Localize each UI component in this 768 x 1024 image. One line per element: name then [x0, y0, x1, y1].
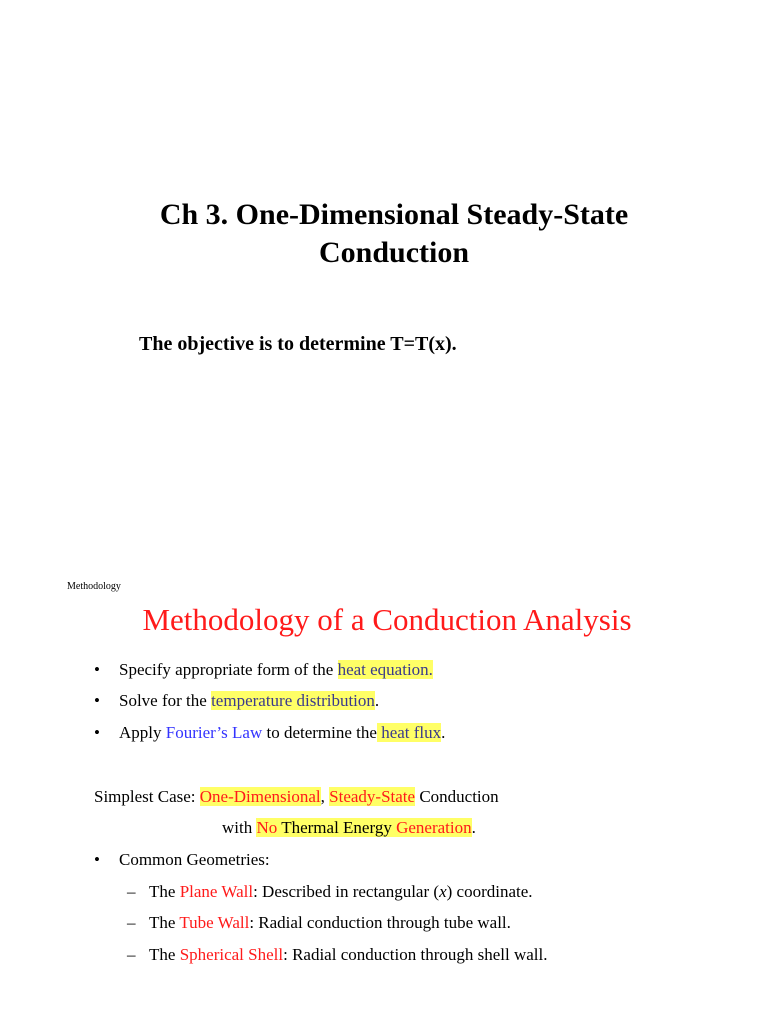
slide-title-line2: Conduction	[318, 236, 470, 269]
variable-x: x	[439, 882, 447, 901]
geometry-spherical-shell	[149, 944, 548, 966]
highlight-steady-state: Steady-State	[329, 787, 416, 806]
dash-marker: –	[127, 945, 136, 964]
highlight-heat-equation: heat equation.	[337, 660, 433, 679]
bullet-text: Solve for the	[119, 691, 212, 710]
term-spherical-shell: Spherical Shell	[179, 945, 284, 964]
geometry-plane-wall	[149, 881, 533, 903]
bullet-marker: •	[94, 660, 100, 679]
geometry-desc: : Radial conduction through tube wall.	[249, 913, 511, 932]
bullet-text: Apply	[119, 723, 166, 742]
geometry-prefix: The	[149, 913, 180, 932]
bullet-text: Specify appropriate form of the	[119, 660, 338, 679]
slide-label: Methodology	[67, 581, 121, 592]
term-plane-wall: Plane Wall	[179, 882, 254, 901]
bullet-text: to determine the	[262, 723, 377, 742]
bullet-heat-equation	[119, 659, 433, 681]
separator: ,	[320, 787, 330, 806]
simplest-case-line	[94, 786, 499, 808]
geometry-desc: : Described in rectangular (	[253, 882, 440, 901]
with-prefix: with	[222, 818, 257, 837]
bullet-marker: •	[94, 850, 100, 869]
geometry-prefix: The	[149, 945, 180, 964]
geometry-tube-wall	[149, 912, 511, 934]
simplest-case-rest: Conduction	[415, 787, 499, 806]
highlight-heat-flux: heat flux	[376, 723, 442, 742]
highlight-no: No	[256, 818, 278, 837]
term-tube-wall: Tube Wall	[179, 913, 250, 932]
term-fouriers-law: Fourier’s Law	[165, 723, 263, 742]
with-line	[222, 817, 476, 839]
geometry-desc: ) coordinate.	[446, 882, 533, 901]
objective-text: The objective is to determine T=T(x).	[139, 333, 457, 355]
highlight-temperature-distribution: temperature distribution	[211, 691, 375, 710]
slide-title-line1: Ch 3. One-Dimensional Steady-State	[159, 198, 629, 231]
bullet-temperature-distribution	[119, 690, 379, 712]
geometry-desc: : Radial conduction through shell wall.	[283, 945, 548, 964]
bullet-fouriers-law	[119, 722, 445, 744]
dash-marker: –	[127, 882, 136, 901]
bullet-text: .	[441, 723, 446, 742]
slide-title	[0, 196, 768, 272]
thermal-energy-text: Thermal Energy	[277, 818, 397, 837]
with-suffix: .	[471, 818, 476, 837]
simplest-case-label: Simplest Case:	[94, 787, 200, 806]
highlight-generation: Generation	[396, 818, 472, 837]
bullet-text: .	[374, 691, 380, 710]
bullet-marker: •	[94, 691, 100, 710]
dash-marker: –	[127, 913, 136, 932]
common-geometries-label: Common Geometries:	[119, 850, 270, 869]
methodology-heading: Methodology of a Conduction Analysis	[142, 602, 632, 637]
bullet-marker: •	[94, 723, 100, 742]
geometry-prefix: The	[149, 882, 180, 901]
highlight-one-dimensional: One-Dimensional	[199, 787, 321, 806]
